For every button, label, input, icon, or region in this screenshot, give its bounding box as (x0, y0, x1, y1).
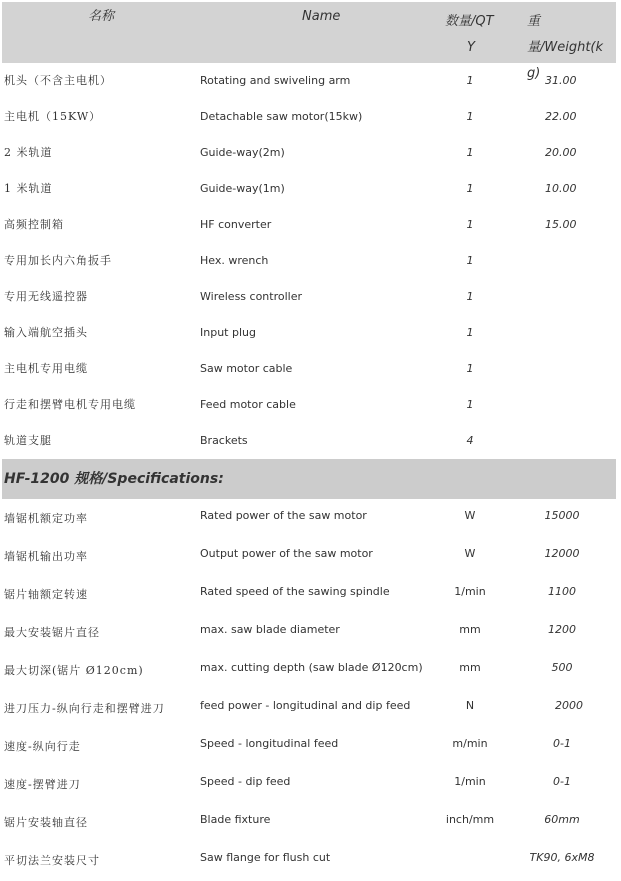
item-en-name: Hex. wrench (200, 254, 269, 267)
spec-row (2, 537, 616, 575)
spec-cn-name: 进刀压力-纵向行走和摆臂进刀 (4, 702, 165, 715)
header-name: Name (302, 9, 341, 24)
item-cn-name: 专用加长内六角扳手 (4, 254, 112, 267)
specs-title: HF-1200 规格/Specifications: (4, 471, 224, 487)
item-en-name: Detachable saw motor(15kw) (200, 110, 363, 123)
items-list (2, 63, 616, 459)
spec-cn-name: 锯片安装轴直径 (4, 816, 88, 829)
item-en-name: HF converter (200, 218, 272, 231)
table-row (2, 207, 616, 243)
item-cn-name: 行走和摆臂电机专用电缆 (4, 398, 136, 411)
item-qty: 1 (466, 326, 474, 339)
table-row (2, 63, 616, 99)
spec-cn-name: 墙锯机额定功率 (4, 512, 88, 525)
item-qty: 1 (466, 362, 474, 375)
spec-row (2, 499, 616, 537)
spec-cn-name: 锯片轴额定转速 (4, 588, 88, 601)
table-row (2, 279, 616, 315)
item-weight: 20.00 (545, 146, 577, 159)
table-row (2, 171, 616, 207)
spec-unit: mm (459, 623, 481, 636)
spec-row (2, 841, 616, 879)
item-en-name: Guide-way(1m) (200, 182, 285, 195)
spec-unit: 1/min (454, 775, 486, 788)
spec-value: TK90, 6xM8 (529, 851, 595, 864)
spec-unit: m/min (452, 737, 488, 750)
spec-unit: inch/mm (445, 813, 495, 826)
spec-cn-name: 墙锯机输出功率 (4, 550, 88, 563)
spec-en-name: Output power of the saw motor (200, 547, 373, 560)
spec-en-name: Blade fixture (200, 813, 271, 826)
table-row (2, 99, 616, 135)
item-qty: 1 (466, 218, 474, 231)
item-en-name: Guide-way(2m) (200, 146, 285, 159)
item-cn-name: 高频控制箱 (4, 218, 64, 231)
item-qty: 1 (466, 74, 474, 87)
table-row (2, 387, 616, 423)
spec-unit: W (464, 509, 476, 522)
table-row (2, 423, 616, 459)
parts-table (2, 2, 616, 879)
table-row (2, 351, 616, 387)
spec-value: 1100 (548, 585, 576, 598)
header-weight: 重量/Weight(k g) (527, 14, 604, 81)
item-qty: 1 (466, 254, 474, 267)
item-en-name: Rotating and swiveling arm (200, 74, 351, 87)
spec-cn-name: 最大切深(锯片 Ø120cm) (4, 664, 144, 677)
item-qty: 1 (466, 146, 474, 159)
item-weight: 15.00 (545, 218, 577, 231)
spec-cn-name: 最大安装锯片直径 (4, 626, 100, 639)
item-weight: 31.00 (545, 74, 577, 87)
spec-unit: 1/min (454, 585, 486, 598)
spec-value: 60mm (544, 813, 580, 826)
spec-row (2, 575, 616, 613)
spec-row (2, 651, 616, 689)
item-qty: 4 (466, 434, 474, 447)
item-en-name: Brackets (200, 434, 248, 447)
spec-value: 12000 (544, 547, 580, 560)
spec-value: 500 (551, 661, 573, 674)
item-cn-name: 主电机专用电缆 (4, 362, 88, 375)
table-row (2, 315, 616, 351)
item-cn-name: 轨道支腿 (4, 434, 52, 447)
item-cn-name: 2 米轨道 (4, 146, 53, 159)
spec-unit: N (465, 699, 475, 712)
item-weight: 10.00 (545, 182, 577, 195)
spec-en-name: max. cutting depth (saw blade Ø120cm) (200, 661, 423, 674)
item-cn-name: 输入端航空插头 (4, 326, 88, 339)
spec-value: 15000 (544, 509, 580, 522)
spec-cn-name: 速度-摆臂进刀 (4, 778, 81, 791)
item-cn-name: 专用无线遥控器 (4, 290, 88, 303)
item-en-name: Input plug (200, 326, 256, 339)
spec-cn-name: 平切法兰安装尺寸 (4, 854, 100, 867)
item-qty: 1 (466, 290, 474, 303)
spec-value: 2000 (555, 699, 583, 712)
item-cn-name: 机头（不含主电机） (4, 74, 112, 87)
item-en-name: Wireless controller (200, 290, 302, 303)
spec-unit (430, 841, 510, 877)
spec-row (2, 765, 616, 803)
spec-unit: mm (459, 661, 481, 674)
item-cn-name: 主电机（15KW） (4, 110, 102, 123)
item-en-name: Feed motor cable (200, 398, 296, 411)
spec-row (2, 727, 616, 765)
item-cn-name: 1 米轨道 (4, 182, 53, 195)
table-row (2, 135, 616, 171)
spec-row (2, 613, 616, 651)
table-row (2, 243, 616, 279)
spec-en-name: Speed - longitudinal feed (200, 737, 339, 750)
spec-value: 0-1 (553, 775, 571, 788)
header-cn-name: 名称 (88, 9, 115, 24)
header-quantity: 数量/QT Y (445, 14, 494, 55)
spec-en-name: feed power - longitudinal and dip feed (200, 699, 411, 712)
item-qty: 1 (466, 110, 474, 123)
spec-en-name: Saw flange for flush cut (200, 851, 331, 864)
spec-en-name: Rated speed of the sawing spindle (200, 585, 390, 598)
item-qty: 1 (466, 182, 474, 195)
specs-section-header (2, 459, 616, 499)
item-weight: 22.00 (545, 110, 577, 123)
specs-list (2, 499, 616, 879)
spec-value: 0-1 (553, 737, 571, 750)
spec-en-name: Rated power of the saw motor (200, 509, 367, 522)
spec-row (2, 689, 616, 727)
spec-en-name: max. saw blade diameter (200, 623, 340, 636)
spec-cn-name: 速度-纵向行走 (4, 740, 81, 753)
item-en-name: Saw motor cable (200, 362, 293, 375)
item-qty: 1 (466, 398, 474, 411)
spec-row (2, 803, 616, 841)
spec-value: 1200 (548, 623, 576, 636)
spec-en-name: Speed - dip feed (200, 775, 291, 788)
spec-unit: W (464, 547, 476, 560)
